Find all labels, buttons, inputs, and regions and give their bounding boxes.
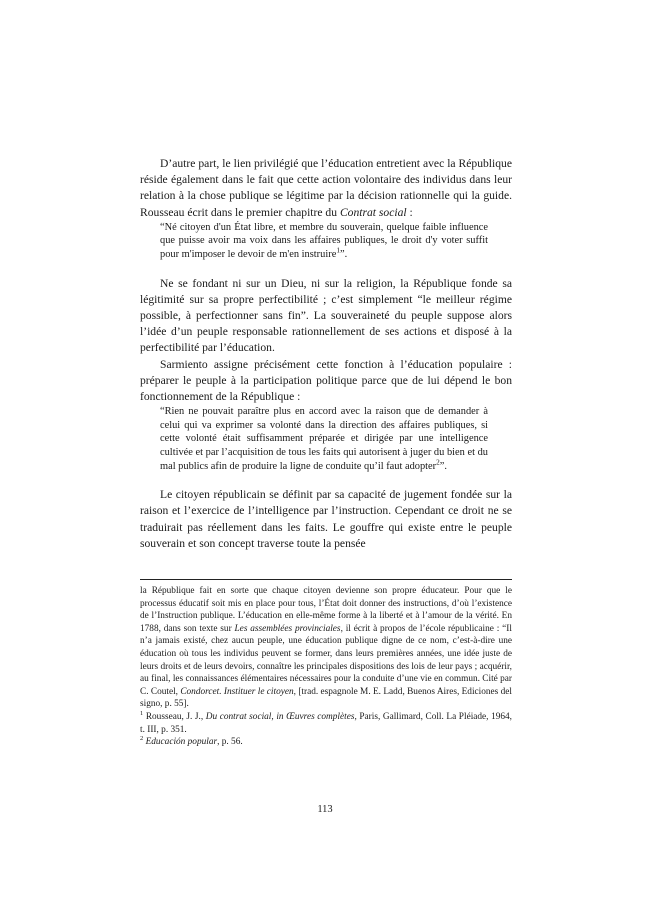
- quote-rousseau: [160, 221, 512, 262]
- paragraph-1-text: D’autre part, le lien privilégié que l’éducation entretient avec la République réside également dans le fait que cette action volontaire des individus dans leur relation à la chose publique se légitime par la décision rationnelle qui la guide. Rousseau écrit dans le premier chapitre du: [140, 157, 512, 219]
- footnote-carry-title-2: Condorcet. Instituer le citoyen: [180, 686, 294, 697]
- footnote-2-title: Educación popular: [145, 737, 218, 748]
- footnote-carry-text-a: la République fait en sorte que chaque citoyen devienne son propre éducateur. Pour que le processus éducatif soit mis en place pour tous, l’État doit donner des instructions, d’où l’existence de l’Instruction publique. L’éducation en elle-même forme à la liberté et à l’amour de la vérité. En 1788, dans son texte sur: [140, 586, 512, 634]
- footnote-carry-text-c: , [trad. espagnole M. E. Ladd, Buenos Aires, Ediciones del signo, p. 55].: [140, 686, 512, 710]
- footnote-separator: [140, 579, 512, 580]
- paragraph-4: Le citoyen républicain se définit par sa capacité de jugement fondée sur la raison et l’exercice de l’intelligence par l’instruction. Cependant ce droit ne se traduirait pas réellement dans les faits. Le gouffre qui existe entre le peuple souverain et son concept traverse toute la pensée: [140, 488, 512, 550]
- footnote-1-text-a: Rousseau, J. J.,: [143, 711, 206, 722]
- footnote-1-mark: 1: [140, 709, 144, 717]
- footnote-continued: [140, 585, 512, 711]
- paragraph-3: Sarmiento assigne précisément cette fonction à l’éducation populaire : préparer le peuple à la participation politique parce que de lui dépend le bon fonctionnement de la République :: [140, 357, 512, 404]
- footnote-2-text: , p. 56.: [217, 737, 243, 748]
- quote-1-end: ”.: [339, 249, 348, 260]
- quote-sarmiento: [160, 405, 512, 473]
- footnote-carry-title-1: Les assemblées provinciales: [234, 623, 341, 634]
- footnote-carry-text-b: , il écrit à propos de l’école républicaine : “Il n’a jamais existé, chez aucun peuple, une éducation publique digne de ce nom, c’est-à-dire une éducation où tous les individus peuvent se former, dans leurs premières années, une idée juste de leurs droits et de leurs devoirs, connaître les principales dispositions des lois de leur pays ; acquérir, au final, les connaissances élémentaires nécessaires pour la conduite d’une vie en commun. Cité par C. Coutel,: [140, 623, 512, 697]
- footnote-1-title-2: in Œuvres complètes: [276, 711, 355, 722]
- footnote-ref-1[interactable]: 1: [336, 246, 340, 255]
- footnote-2: [140, 736, 512, 749]
- quote-2-text: “Rien ne pouvait paraître plus en accord avec la raison que de demander à celui qui va exprimer sa volonté dans la direction des affaires publiques, si cette volonté était suffisamment préparée et dirigée par une intelligence cultivée et par l’acquisition de tous les faits qui autorisent à juger du bien et du mal publics afin de produire la ligne de conduite qu’il faut adopter: [160, 406, 488, 472]
- contrat-social-title: Contrat social: [339, 205, 407, 219]
- footnote-1-text-b: ,: [271, 711, 277, 722]
- main-text: [140, 156, 512, 552]
- footnote-1-title-1: Du contrat social: [205, 711, 272, 722]
- quote-2-end: ”.: [439, 460, 447, 472]
- paragraph-1-end: :: [406, 205, 413, 219]
- paragraph-2: Ne se fondant ni sur un Dieu, ni sur la religion, la République fonde sa légitimité sur sa propre perfectibilité ; c’est simplement “le meilleur régime possible, à perfectionner sans fin”. La souveraineté du peuple suppose alors l’idée d’un peuple responsable rationnellement de ses actions et disposé à la perfectibilité par l’éducation.: [140, 276, 512, 355]
- paragraph-1: [140, 156, 512, 221]
- footnote-2-mark: 2: [140, 735, 144, 743]
- footnotes: [140, 585, 512, 749]
- footnote-ref-2[interactable]: 2: [436, 458, 440, 467]
- quote-1-text: “Né citoyen d'un État libre, et membre du souverain, quelque faible influence que puisse avoir ma voix dans les affaires publiques, le droit d'y voter suffit pour m'imposer le devoir de m'en instruire: [160, 221, 488, 260]
- page-number: 113: [317, 804, 333, 815]
- footnote-1-text-c: , Paris, Gallimard, Coll. La Pléiade, 1964, t. III, p. 351.: [140, 711, 513, 735]
- footnote-1: [140, 711, 512, 736]
